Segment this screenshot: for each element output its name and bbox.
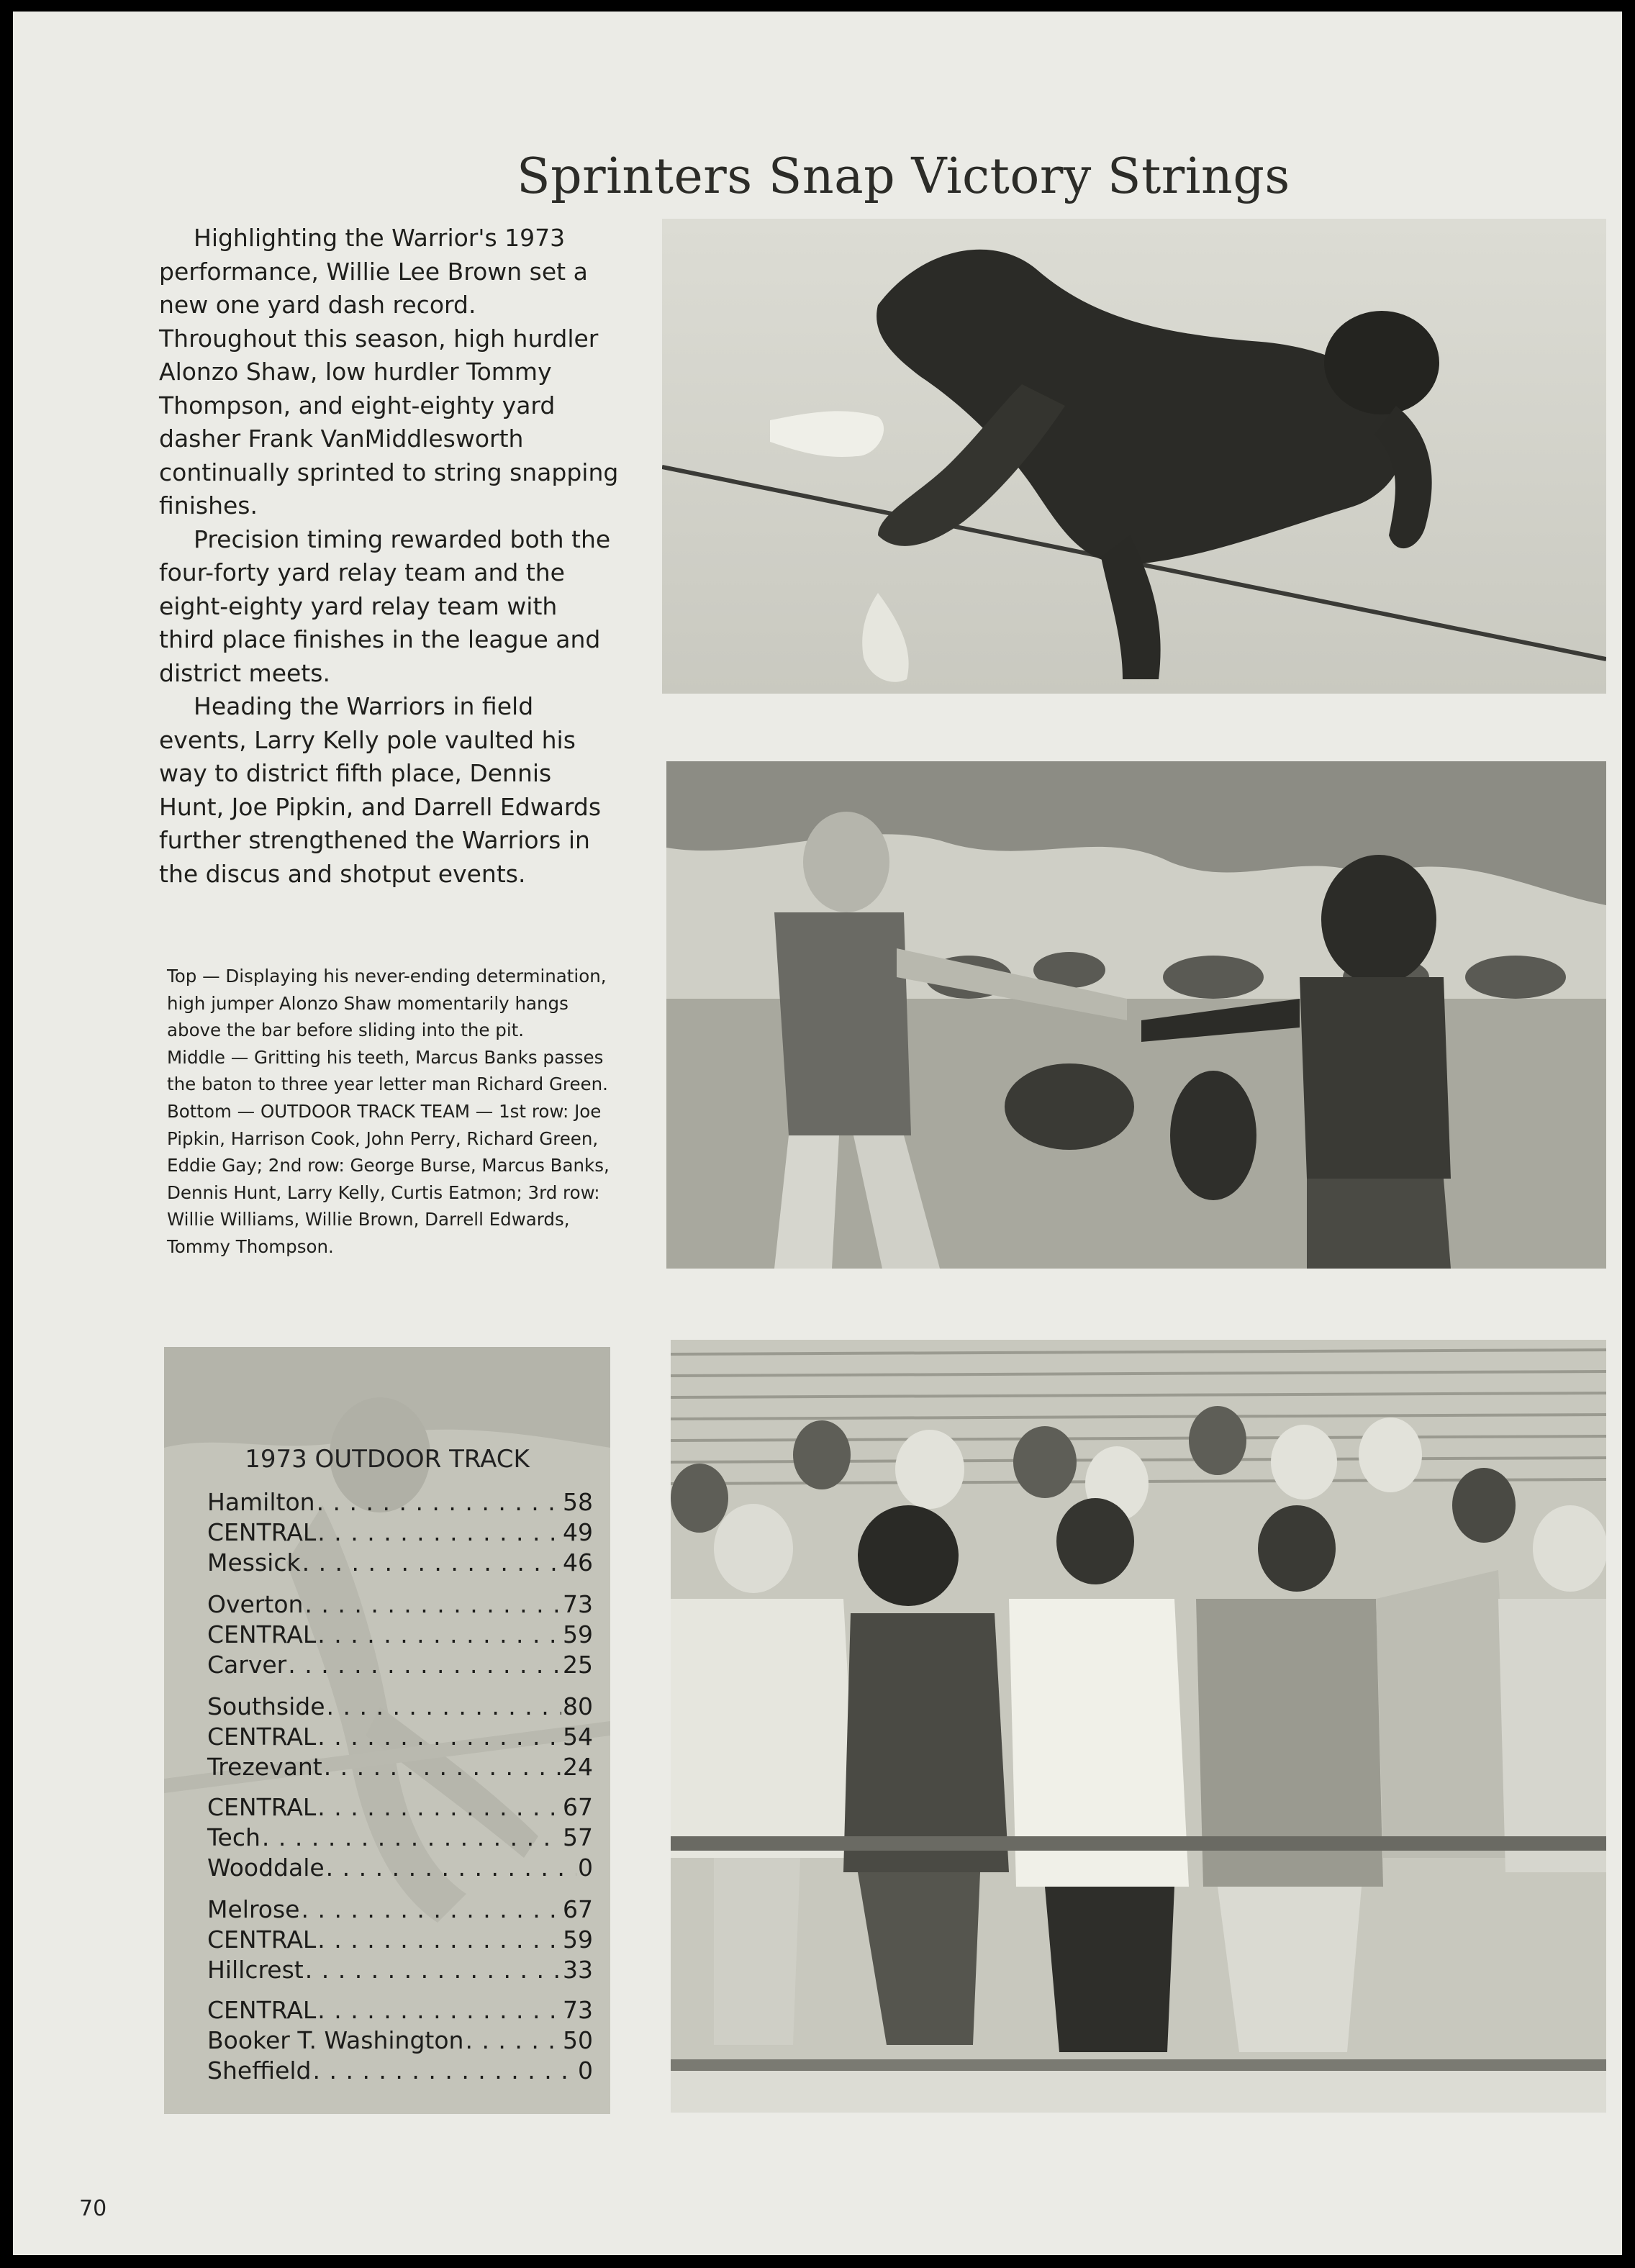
meet-result-row — [207, 1925, 593, 1956]
dot-leader — [317, 1488, 561, 1516]
meet-result-row — [207, 1723, 593, 1753]
dot-leader — [317, 1723, 561, 1751]
baton-pass-photo — [666, 761, 1606, 1269]
team-name: CENTRAL — [207, 1793, 317, 1821]
meet-result-row — [207, 1548, 593, 1579]
meet-result-row — [207, 1590, 593, 1620]
team-score: 25 — [563, 1651, 593, 1679]
caption-top: Top — Displaying his never-ending determination, high jumper Alonzo Shaw momentarily hangs above the bar before sliding into the pit. — [167, 966, 607, 1041]
meet-result-row — [207, 1518, 593, 1548]
dot-leader — [317, 1518, 561, 1546]
team-score: 54 — [563, 1723, 593, 1751]
meet-result-row — [207, 1651, 593, 1681]
team-photo — [671, 1340, 1606, 2113]
team-name: CENTRAL — [207, 1518, 317, 1546]
team-name: Overton — [207, 1590, 304, 1618]
team-name: Trezevant — [207, 1753, 322, 1781]
dot-leader — [317, 1996, 561, 2024]
article-paragraph-2: Precision timing rewarded both the four-forty yard relay team and the eight-eighty yard relay team with third place finishes in the league and district meets. — [159, 525, 611, 687]
team-photo-image — [671, 1340, 1606, 2113]
team-name: Messick — [207, 1548, 301, 1577]
baton-pass-photo-image — [666, 761, 1606, 1269]
team-name: CENTRAL — [207, 1996, 317, 2024]
meet-result-group — [207, 1895, 593, 1986]
team-score: 67 — [563, 1793, 593, 1821]
team-score: 57 — [563, 1823, 593, 1851]
meet-result-row — [207, 1823, 593, 1854]
team-name: Southside — [207, 1692, 325, 1720]
meet-result-row — [207, 1793, 593, 1823]
meet-result-row — [207, 1753, 593, 1783]
dot-leader — [326, 1854, 576, 1882]
team-score: 50 — [563, 2026, 593, 2054]
article-paragraph-1: Highlighting the Warrior's 1973 performance, Willie Lee Brown set a new one yard dash record. Throughout this season, high hurdler Alonzo Shaw, low hurdler Tommy Thompson, and eight-eighty yard dasher Frank VanMiddlesworth continually sprinted to string snapping finishes. — [159, 224, 619, 520]
track-results-panel — [164, 1347, 610, 2114]
meet-result-group — [207, 1996, 593, 2087]
team-name: Tech — [207, 1823, 261, 1851]
team-name: Carver — [207, 1651, 287, 1679]
team-name: Sheffield — [207, 2056, 312, 2085]
team-score: 59 — [563, 1925, 593, 1954]
team-name: CENTRAL — [207, 1723, 317, 1751]
dot-leader — [302, 1548, 561, 1577]
team-score: 80 — [563, 1692, 593, 1720]
article-paragraph-3: Heading the Warriors in field events, Larry Kelly pole vaulted his way to district fifth place, Dennis Hunt, Joe Pipkin, and Darrell Edwards further strengthened the Warriors in the discus and shotput events. — [159, 692, 602, 888]
team-score: 73 — [563, 1590, 593, 1618]
meet-result-row — [207, 1692, 593, 1723]
dot-leader — [301, 1895, 561, 1923]
team-score: 58 — [563, 1488, 593, 1516]
meet-result-row — [207, 1854, 593, 1884]
team-score: 46 — [563, 1548, 593, 1577]
article-body — [159, 222, 620, 891]
team-score: 0 — [578, 2056, 593, 2085]
team-name: CENTRAL — [207, 1925, 317, 1954]
dot-leader — [324, 1753, 561, 1781]
meet-result-row — [207, 2026, 593, 2056]
page-title: Sprinters Snap Victory Strings — [517, 148, 1290, 205]
dot-leader — [327, 1692, 561, 1720]
team-score: 59 — [563, 1620, 593, 1648]
team-score: 73 — [563, 1996, 593, 2024]
team-name: Booker T. Washington — [207, 2026, 464, 2054]
team-name: Hamilton — [207, 1488, 315, 1516]
meet-result-group — [207, 1793, 593, 1884]
dot-leader — [288, 1651, 561, 1679]
dot-leader — [465, 2026, 561, 2054]
dot-leader — [313, 2056, 577, 2085]
team-name: Hillcrest — [207, 1956, 304, 1984]
team-score: 33 — [563, 1956, 593, 1984]
team-name: CENTRAL — [207, 1620, 317, 1648]
meet-result-row — [207, 2056, 593, 2087]
team-score: 0 — [578, 1854, 593, 1882]
team-score: 67 — [563, 1895, 593, 1923]
meet-result-row — [207, 1956, 593, 1986]
caption-bottom: Bottom — OUTDOOR TRACK TEAM — 1st row: Joe Pipkin, Harrison Cook, John Perry, Richard Green, Eddie Gay; 2nd row: George Burse, Marcus Banks, Dennis Hunt, Larry Kelly, Curtis Eatmon; 3rd row: Willie Williams, Willie Brown, Darrell Edwards, Tommy Thompson. — [167, 1100, 610, 1257]
dot-leader — [262, 1823, 561, 1851]
meet-result-row — [207, 1620, 593, 1651]
high-jump-photo-image — [662, 219, 1606, 694]
caption-middle: Middle — Gritting his teeth, Marcus Banks passes the baton to three year letter man Richard Green. — [167, 1046, 608, 1095]
dot-leader — [317, 1793, 561, 1821]
meet-result-row — [207, 1488, 593, 1518]
team-name: Melrose — [207, 1895, 300, 1923]
meet-result-row — [207, 1895, 593, 1925]
results-title: 1973 OUTDOOR TRACK — [245, 1445, 530, 1474]
photo-captions — [167, 963, 628, 1261]
high-jump-photo — [662, 219, 1606, 694]
dot-leader — [317, 1925, 561, 1954]
meet-result-group — [207, 1488, 593, 1579]
meet-result-row — [207, 1996, 593, 2026]
meet-result-group — [207, 1692, 593, 1783]
meet-result-group — [207, 1590, 593, 1681]
dot-leader — [305, 1956, 561, 1984]
team-score: 49 — [563, 1518, 593, 1546]
team-score: 24 — [563, 1753, 593, 1781]
dot-leader — [304, 1590, 561, 1618]
page-number: 70 — [79, 2196, 107, 2221]
dot-leader — [317, 1620, 561, 1648]
team-name: Wooddale — [207, 1854, 325, 1882]
yearbook-page — [13, 12, 1622, 2255]
